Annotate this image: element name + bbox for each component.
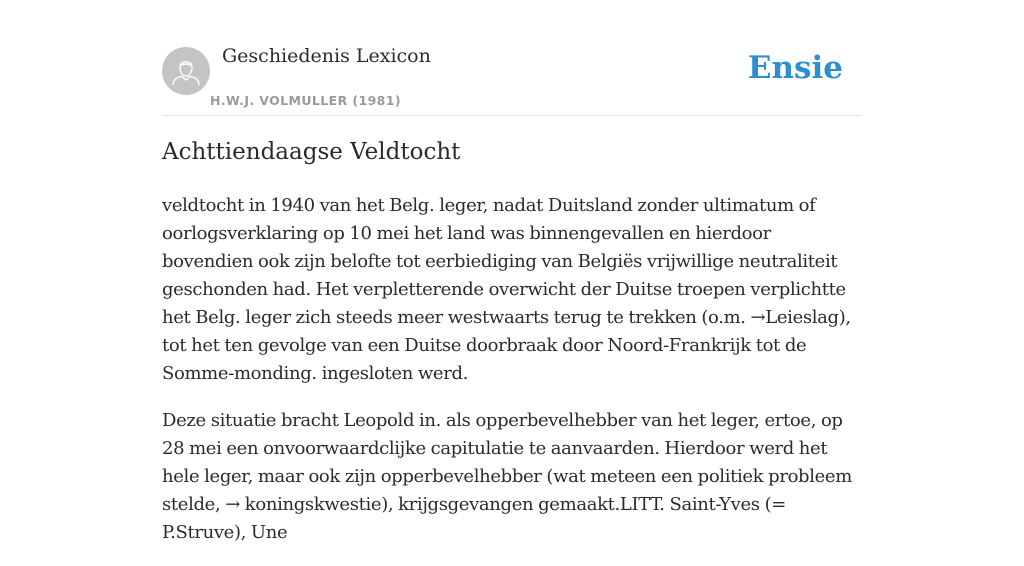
article-paragraph: Deze situatie bracht Leopold in. als opperbevelhebber van het leger, ertoe, op 28 mei een onvoorwaardclijke capitulatie te aanvaarden. Hierdoor werd het hele leger, maar ook zijn opperbevelhebber (wat meteen een politiek probleem stelde, → koningskwestie), krijgsgevangen gemaakt.LITT. Saint-Yves (= P.Struve), Une: [162, 410, 852, 543]
user-avatar-icon[interactable]: [162, 47, 210, 95]
article-paragraph: veldtocht in 1940 van het Belg. leger, nadat Duitsland zonder ultimatum of oorlogsverklaring op 10 mei het land was binnengevallen en hierdoor bovendien ook zijn belofte tot eerbiediging van Belgiës vrijwillige neutraliteit geschonden had. Het verpletterende overwicht der Duitse troepen verplichtte het Belg. leger zich steeds meer westwaarts terug te trekken (o.m. →Leieslag), tot het ten gevolge van een Duitse doorbraak door Noord-Frankrijk tot de Somme-monding. ingesloten werd.: [162, 195, 851, 384]
ensie-logo[interactable]: Ensie: [747, 50, 843, 86]
article-title: Achttiendaagse Veldtocht: [162, 139, 461, 165]
lexicon-author[interactable]: H.W.J. VOLMULLER (1981): [210, 93, 401, 108]
content-container: [162, 0, 862, 543]
lexicon-title[interactable]: Geschiedenis Lexicon: [222, 45, 431, 67]
lexicon-header: [162, 0, 862, 116]
article-body: [162, 192, 862, 566]
